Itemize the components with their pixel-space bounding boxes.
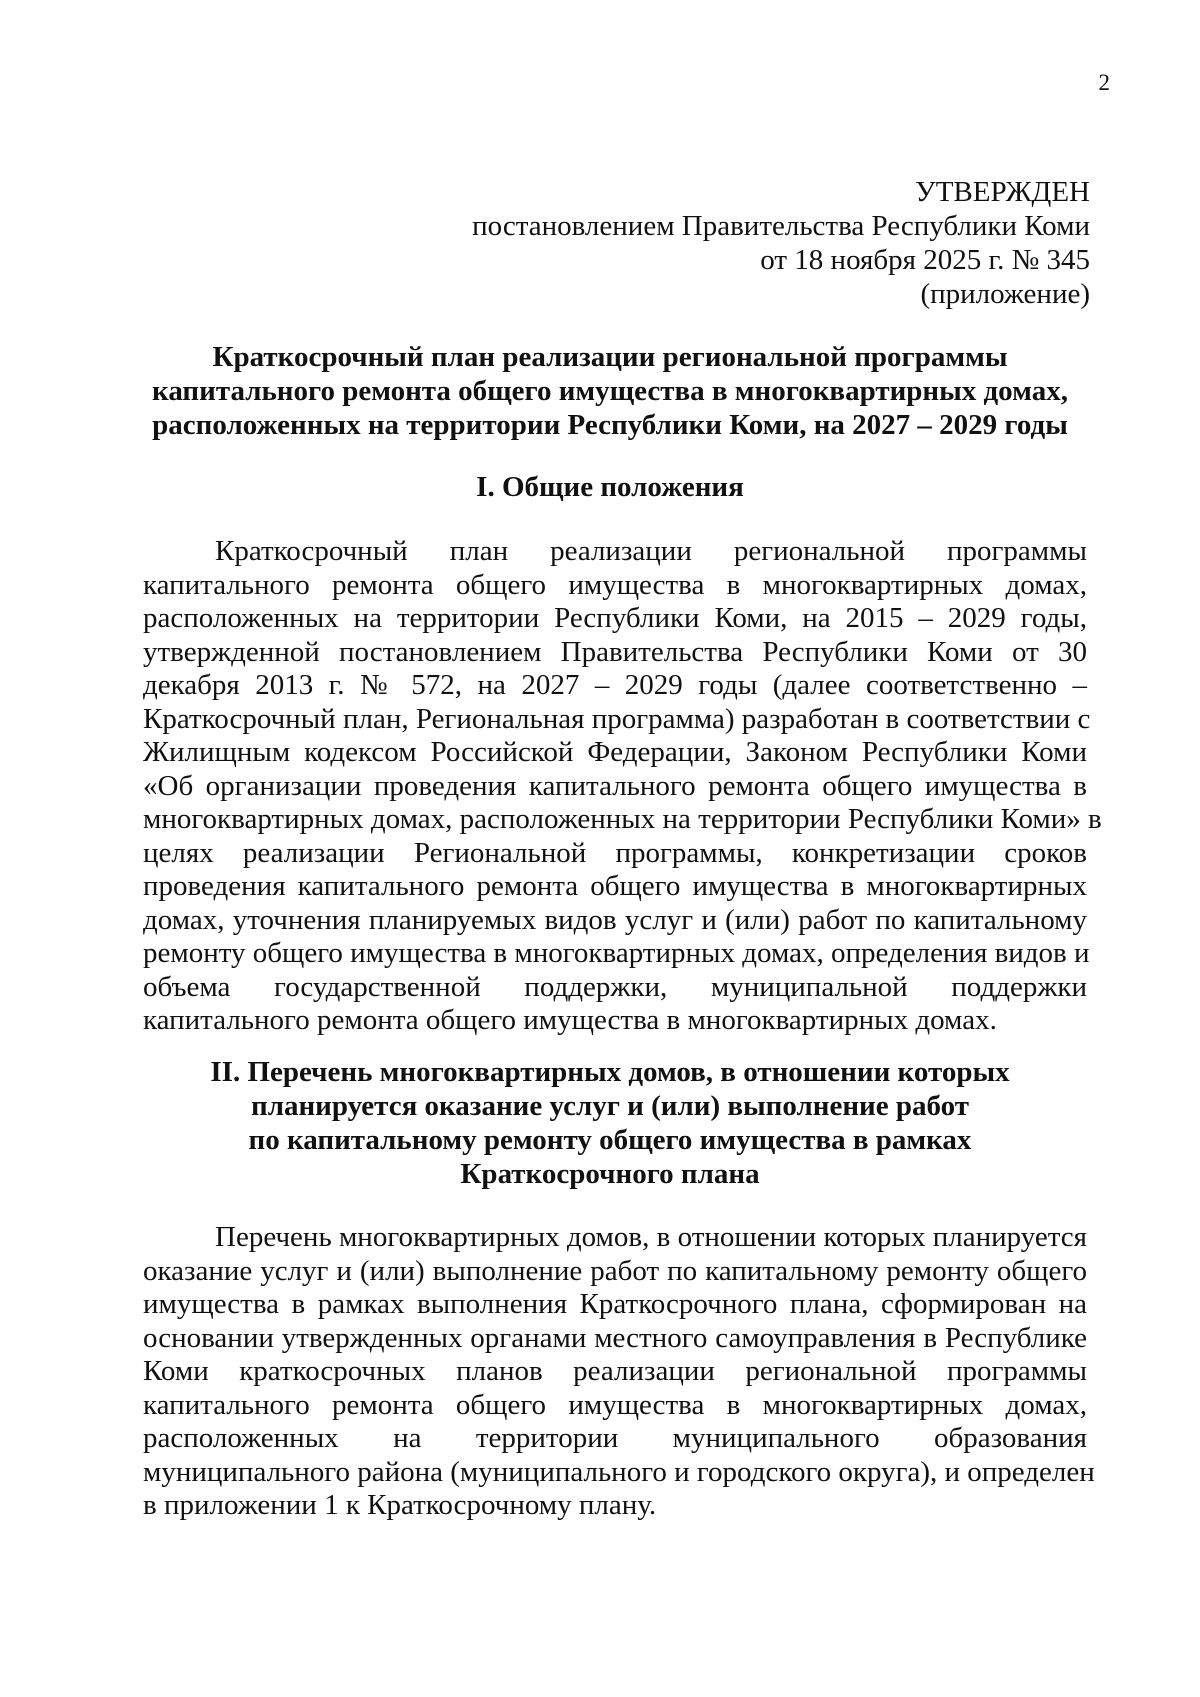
paragraph-line: капитального ремонта общего имущества в многоквартирных домах. [143, 1004, 997, 1036]
approval-line-date-number: от 18 ноября 2025 г. № 345 [760, 244, 1090, 276]
paragraph-line: капитального ремонта общего имущества в многоквартирных домах, [143, 1388, 1087, 1421]
section-2-paragraph [143, 1221, 1095, 1523]
paragraph-line: основании утвержденных органами местного самоуправления в Республике [143, 1321, 1087, 1354]
paragraph-line: объема государственной поддержки, муниципальной поддержки [143, 970, 1087, 1003]
approval-line-attachment: (приложение) [920, 278, 1090, 310]
paragraph-line: декабря 2013 г. № 572, на 2027 – 2029 годы (далее соответственно – [143, 669, 1087, 701]
paragraph-line: муниципального района (муниципального и городского округа), и определен [143, 1455, 1095, 1488]
approval-stamp [390, 175, 1090, 311]
section-1-heading-text: I. Общие положения [476, 471, 744, 503]
paragraph-line: многоквартирных домах, расположенных на территории Республики Коми» в [143, 803, 1102, 835]
paragraph-line: Жилищным кодексом Российской Федерации, Законом Республики Коми [143, 736, 1087, 768]
paragraph-line: Краткосрочный план реализации региональной программы [215, 535, 1087, 567]
title-line: расположенных на территории Республики Коми, на 2027 – 2029 годы [152, 409, 1068, 441]
paragraph-line: Коми краткосрочных планов реализации региональной программы [143, 1355, 1087, 1387]
paragraph-line: целях реализации Региональной программы, конкретизации сроков [143, 836, 1087, 869]
paragraph-line: ремонту общего имущества в многоквартирных домах, определения видов и [143, 937, 1090, 969]
paragraph-line: «Об организации проведения капитального ремонта общего имущества в [143, 769, 1087, 802]
title-line: капитального ремонта общего имущества в многоквартирных домах, [152, 375, 1068, 407]
title-line: Краткосрочный план реализации региональной программы [212, 341, 1008, 373]
paragraph-line: проведения капитального ремонта общего имущества в многоквартирных [143, 870, 1087, 902]
section-1-paragraph [143, 535, 1102, 1038]
paragraph-line: расположенных на территории муниципального образования [143, 1422, 1087, 1454]
paragraph-line: расположенных на территории Республики Коми, на 2015 – 2029 годы, [143, 602, 1087, 634]
section-2-heading-line: по капитальному ремонту общего имущества в рамках [248, 1124, 972, 1156]
section-2-heading [140, 1055, 1080, 1191]
paragraph-line: утвержденной постановлением Правительства Республики Коми от 30 [143, 635, 1087, 668]
document-title [140, 340, 1080, 442]
paragraph-line: оказание услуг и (или) выполнение работ по капитальному ремонту общего [143, 1254, 1087, 1287]
section-2-heading-line: Краткосрочного плана [460, 1158, 760, 1190]
section-2-heading-line: планируется оказание услуг и (или) выполнение работ [250, 1090, 969, 1122]
paragraph-line: Краткосрочный план, Региональная программа) разработан в соответствии с [143, 702, 1091, 735]
paragraph-line: Перечень многоквартирных домов, в отношении которых планируется [215, 1221, 1087, 1253]
approval-line-authority: постановлением Правительства Республики Коми [472, 210, 1090, 242]
paragraph-line: в приложении 1 к Краткосрочному плану. [143, 1489, 657, 1521]
section-1-heading [140, 470, 1080, 504]
section-2-heading-line: II. Перечень многоквартирных домов, в отношении которых [210, 1056, 1010, 1088]
paragraph-line: имущества в рамках выполнения Краткосрочного плана, сформирован на [143, 1288, 1087, 1320]
paragraph-line: домах, уточнения планируемых видов услуг и (или) работ по капитальному [143, 903, 1087, 936]
paragraph-line: капитального ремонта общего имущества в многоквартирных домах, [143, 568, 1087, 601]
page-number: 2 [1098, 70, 1110, 95]
approval-line-approved: УТВЕРЖДЕН [915, 176, 1090, 208]
